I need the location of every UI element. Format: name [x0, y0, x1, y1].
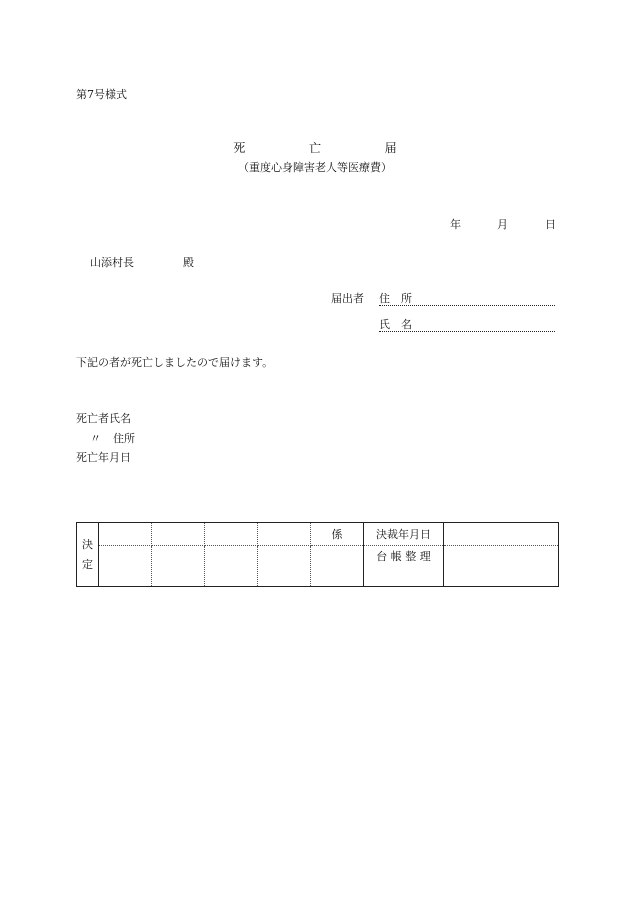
form-number: 第7号様式 [76, 88, 127, 101]
deceased-name-label: 死亡者氏名 [76, 412, 131, 425]
ledger-label: 台 帳 整 理 [364, 546, 444, 587]
stamp-cell [152, 546, 205, 587]
stamp-cell [99, 546, 152, 587]
notifier-name-line [379, 331, 555, 332]
notifier-address-line [379, 305, 555, 306]
decision-side-label-top: 決 [82, 537, 93, 551]
death-date-label: 死亡年月日 [76, 451, 131, 464]
decision-side-label-bottom: 定 [82, 557, 93, 571]
staff-label: 係 [311, 523, 364, 546]
decision-table [76, 522, 559, 587]
ledger-value [444, 546, 559, 587]
notifier-label: 届出者 [331, 292, 364, 305]
decision-side-label [77, 523, 99, 587]
date-year-label: 年 [450, 218, 461, 231]
notifier-name-label: 氏 名 [379, 318, 412, 331]
deceased-address-label: 住所 [113, 432, 135, 445]
stamp-cell [99, 523, 152, 546]
addressee-name: 山添村長 [90, 256, 134, 269]
date-day-label: 日 [545, 218, 556, 231]
addressee-honorific: 殿 [183, 256, 194, 269]
stamp-cell [258, 546, 311, 587]
decision-date-label: 決裁年月日 [364, 523, 444, 546]
stamp-cell [205, 523, 258, 546]
stamp-cell [258, 523, 311, 546]
title-char-1: 死 [233, 141, 246, 155]
date-month-label: 月 [497, 218, 508, 231]
staff-stamp-cell [311, 546, 364, 587]
title-char-2: 亡 [308, 141, 321, 155]
decision-date-value [444, 523, 559, 546]
statement-text: 下記の者が死亡しましたので届けます。 [76, 356, 274, 369]
stamp-cell [205, 546, 258, 587]
document-subtitle: （重度心身障害老人等医療費） [238, 161, 392, 174]
document-title [0, 142, 630, 154]
stamp-cell [152, 523, 205, 546]
ditto-mark: 〃 [90, 432, 101, 445]
title-char-3: 届 [384, 141, 397, 155]
notifier-address-label: 住 所 [379, 292, 412, 305]
